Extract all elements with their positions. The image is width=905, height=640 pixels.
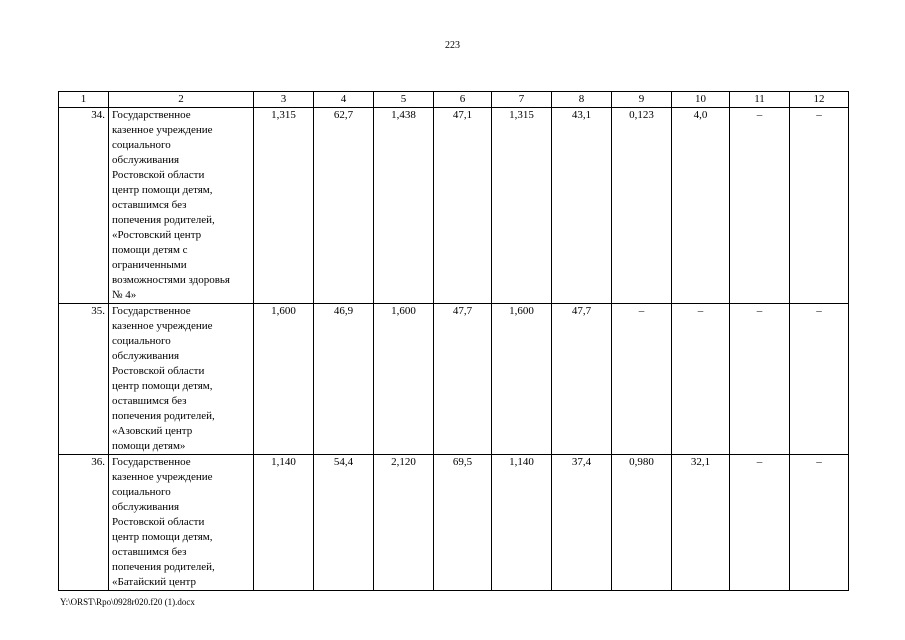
table-cell: 0,123 xyxy=(612,108,672,304)
institution-name: Государственное казенное учреждение социального обслуживания Ростовской области центр помощи детям, оставшимся без попечения родителей, «Батайский центр xyxy=(109,455,254,591)
table-row xyxy=(59,108,849,304)
table-cell: 46,9 xyxy=(314,304,374,455)
table-cell: – xyxy=(790,304,849,455)
column-header: 7 xyxy=(492,92,552,108)
column-header: 4 xyxy=(314,92,374,108)
row-number: 35. xyxy=(59,304,109,455)
table-cell: 1,600 xyxy=(254,304,314,455)
table-row xyxy=(59,455,849,591)
table-cell: 1,315 xyxy=(254,108,314,304)
table-cell: – xyxy=(790,455,849,591)
header-row xyxy=(59,92,849,108)
table-cell: – xyxy=(730,304,790,455)
row-number: 36. xyxy=(59,455,109,591)
table-cell: 2,120 xyxy=(374,455,434,591)
column-header: 12 xyxy=(790,92,849,108)
table-cell: 1,600 xyxy=(492,304,552,455)
column-header: 11 xyxy=(730,92,790,108)
table-cell: 69,5 xyxy=(434,455,492,591)
table-cell: 4,0 xyxy=(672,108,730,304)
column-header: 3 xyxy=(254,92,314,108)
column-header: 1 xyxy=(59,92,109,108)
table-cell: 1,600 xyxy=(374,304,434,455)
column-header: 6 xyxy=(434,92,492,108)
data-table xyxy=(58,91,849,591)
column-header: 9 xyxy=(612,92,672,108)
table-cell: 47,7 xyxy=(434,304,492,455)
table-cell: – xyxy=(790,108,849,304)
table-cell: – xyxy=(612,304,672,455)
table-cell: 54,4 xyxy=(314,455,374,591)
table-row xyxy=(59,304,849,455)
institution-name: Государственное казенное учреждение социального обслуживания Ростовской области центр помощи детям, оставшимся без попечения родителей, «Ростовский центр помощи детям с ограниченными возможностями здоровья № 4» xyxy=(109,108,254,304)
file-path-footer: Y:\ORST\Rpo\0928r020.f20 (1).docx xyxy=(60,597,195,607)
institution-name: Государственное казенное учреждение социального обслуживания Ростовской области центр помощи детям, оставшимся без попечения родителей, «Азовский центр помощи детям» xyxy=(109,304,254,455)
table-cell: – xyxy=(730,108,790,304)
table-cell: 1,315 xyxy=(492,108,552,304)
column-header: 10 xyxy=(672,92,730,108)
table-cell: – xyxy=(672,304,730,455)
column-header: 8 xyxy=(552,92,612,108)
table-cell: 32,1 xyxy=(672,455,730,591)
table-cell: 43,1 xyxy=(552,108,612,304)
row-number: 34. xyxy=(59,108,109,304)
table-cell: – xyxy=(730,455,790,591)
table-cell: 47,7 xyxy=(552,304,612,455)
table-cell: 1,140 xyxy=(492,455,552,591)
table-cell: 1,140 xyxy=(254,455,314,591)
table-cell: 47,1 xyxy=(434,108,492,304)
column-header: 5 xyxy=(374,92,434,108)
table-cell: 62,7 xyxy=(314,108,374,304)
page-number: 223 xyxy=(445,40,460,51)
column-header: 2 xyxy=(109,92,254,108)
table-cell: 1,438 xyxy=(374,108,434,304)
table-cell: 0,980 xyxy=(612,455,672,591)
table-cell: 37,4 xyxy=(552,455,612,591)
